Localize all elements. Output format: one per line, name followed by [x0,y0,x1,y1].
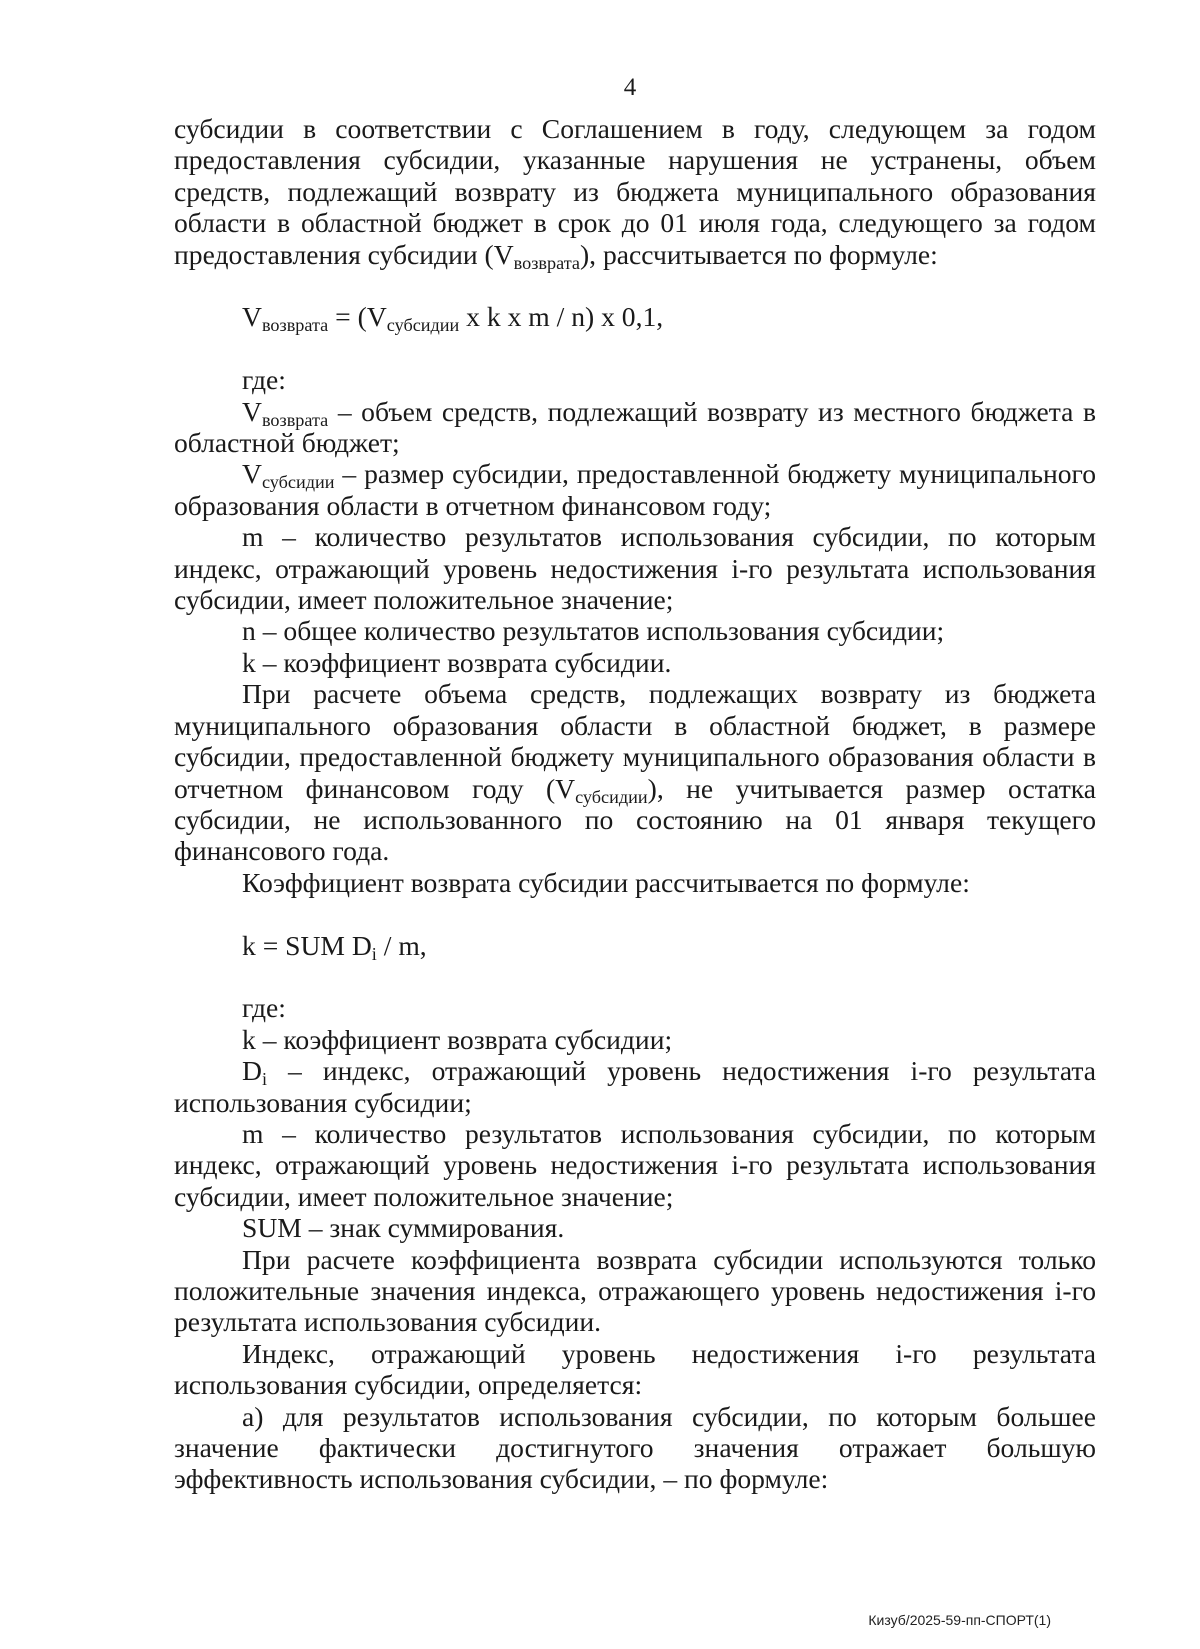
paragraph-calculation-note: При расчете объема средств, подлежащих возврату из бюджета муниципального образования области в областной бюджет, в размере субсидии, предоставленной бюджету муниципального образования области в отчетном финансовом году $(V_{субсидии})$, не учитывается размер остатка субсидии, не использованного по состоянию на 01 января текущего финансового года. [174,678,1096,867]
definition-n: n – общее количество результатов использования субсидии; [242,615,945,647]
paragraph-continuation: субсидии в соответствии с Соглашением в году, следующем за годом предоставления субсидии, указанные нарушения не устранены, объем средств, подлежащий возврату из бюджета муниципального образования области в областной бюджет в срок до 01 июля года, следующего за годом предоставления субсидии $(V_{возврата})$, рассчитывается по формуле: [174,113,1096,273]
paragraph-item-a: а) для результатов использования субсидии, по которым большее значение фактически достигнутого значения отражает большую эффективность использования субсидии, – по формуле: [174,1400,1096,1495]
document-body [174,113,1096,1495]
definition-k-2: k – коэффициент возврата субсидии; [242,1023,673,1055]
paragraph-coefficient-intro: Коэффициент возврата субсидии рассчитывается по формуле: [242,866,970,898]
paragraph-positive-values: При расчете коэффициента возврата субсидии используются только положительные значения индекса, отражающего уровень недостижения i-го результата использования субсидии. [174,1243,1096,1338]
document-footer-code: Кизуб/2025-59-пп-СПОРТ(1) [868,1612,1051,1628]
definition-v-return: $V_{возврата}$ – объем средств, подлежащий возврату из местного бюджета в областной бюджет; [174,395,1096,459]
where-label-2: где: [242,992,286,1024]
definition-v-subsidy: $V_{субсидии}$ – размер субсидии, предоставленной бюджету муниципального образования области в отчетном финансовом году; [174,458,1096,521]
formula-coefficient: k = SUM $D_i$ / m, [242,929,427,964]
page-number: 4 [623,74,637,101]
where-label-1: где: [242,364,286,396]
definition-m: m – количество результатов использования субсидии, по которым индекс, отражающий уровень недостижения i-го результата использования субсидии, имеет положительное значение; [174,521,1096,616]
definition-sum: SUM – знак суммирования. [242,1212,565,1244]
paragraph-index-definition: Индекс, отражающий уровень недостижения i-го результата использования субсидии, определяется: [174,1337,1096,1401]
definition-m-2: m – количество результатов использования субсидии, по которым индекс, отражающий уровень недостижения i-го результата использования субсидии, имеет положительное значение; [174,1117,1096,1212]
definition-k: k – коэффициент возврата субсидии. [242,646,672,678]
formula-return-volume: $V_{возврата} = (V_{субсидии}$ x k x m / n) x 0,1, [242,301,664,336]
definition-di: $D_i$ – индекс, отражающий уровень недостижения i-го результата использования субсидии; [174,1055,1096,1118]
